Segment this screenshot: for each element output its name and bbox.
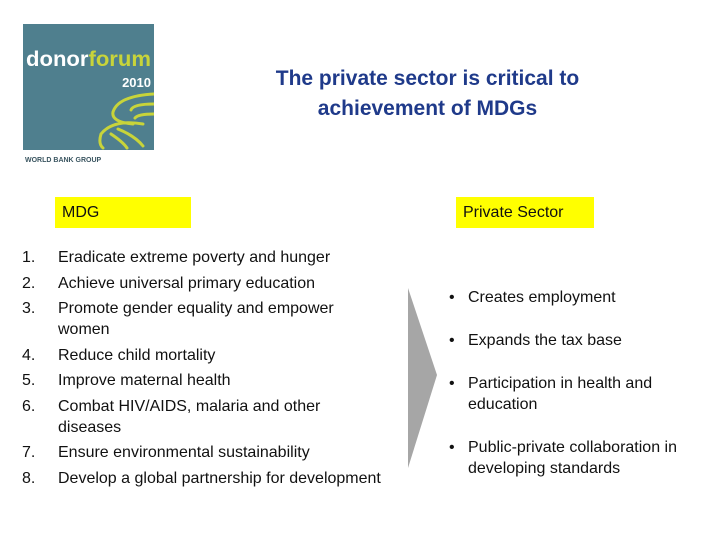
- mdg-item-text: Develop a global partnership for development: [58, 469, 381, 487]
- mdg-list: [22, 247, 382, 493]
- logo-year: 2010: [122, 75, 151, 90]
- mdg-item-number: 8.: [22, 469, 36, 487]
- logo-word-donor: donor: [26, 48, 86, 71]
- logo-wordmark: [26, 48, 151, 71]
- mdg-item-text: Achieve universal primary education: [58, 274, 316, 292]
- private-sector-item-text: Participation in health and education: [468, 375, 653, 413]
- private-sector-item: [449, 330, 714, 351]
- bullet-icon: •: [449, 439, 455, 456]
- mdg-item-text: Improve maternal health: [58, 372, 231, 389]
- mdg-item: [22, 247, 382, 268]
- mdg-item: [22, 273, 382, 294]
- mdg-item-number: 7.: [22, 444, 36, 461]
- mdg-header: MDG: [55, 197, 191, 228]
- mdg-item-number: 4.: [22, 346, 36, 364]
- mdg-item-text: Promote gender equality and empower women: [58, 300, 334, 338]
- mdg-item-number: 5.: [22, 372, 36, 389]
- chevron-arrow-icon: [406, 287, 446, 471]
- slide-title: [230, 64, 625, 124]
- donorforum-logo: [23, 24, 154, 165]
- mdg-item: [22, 298, 382, 340]
- bullet-icon: •: [449, 375, 455, 392]
- mdg-item: [22, 370, 382, 391]
- mdg-item-text: Eradicate extreme poverty and hunger: [58, 249, 331, 266]
- mdg-item-number: 1.: [22, 249, 36, 266]
- mdg-item-text: Combat HIV/AIDS, malaria and other diseases: [58, 397, 321, 436]
- private-sector-header: Private Sector: [456, 197, 594, 228]
- logo-word-forum: forum: [88, 48, 148, 71]
- bullet-icon: •: [449, 289, 455, 306]
- mdg-item: [22, 442, 382, 463]
- mdg-item-text: Ensure environmental sustainability: [58, 444, 310, 461]
- mdg-item: [22, 396, 382, 438]
- mdg-item-number: 3.: [22, 300, 36, 317]
- mdg-item: [22, 345, 382, 366]
- private-sector-item: [449, 287, 714, 308]
- mdg-item-text: Reduce child mortality: [58, 346, 216, 364]
- mdg-item-number: 6.: [22, 397, 36, 415]
- private-sector-list: [449, 287, 714, 479]
- private-sector-item-text: Public-private collaboration in developing standards: [468, 439, 677, 477]
- title-line-2: achievement of MDGs: [317, 97, 538, 120]
- private-sector-item-text: Expands the tax base: [468, 332, 622, 349]
- title-line-1: The private sector is critical to: [275, 67, 580, 90]
- logo-org: WORLD BANK GROUP: [25, 157, 102, 164]
- private-sector-item: [449, 373, 714, 415]
- private-sector-item: [449, 437, 714, 479]
- bullet-icon: •: [449, 332, 455, 349]
- private-sector-item-text: Creates employment: [468, 289, 616, 306]
- mdg-item: [22, 468, 382, 489]
- mdg-item-number: 2.: [22, 274, 36, 292]
